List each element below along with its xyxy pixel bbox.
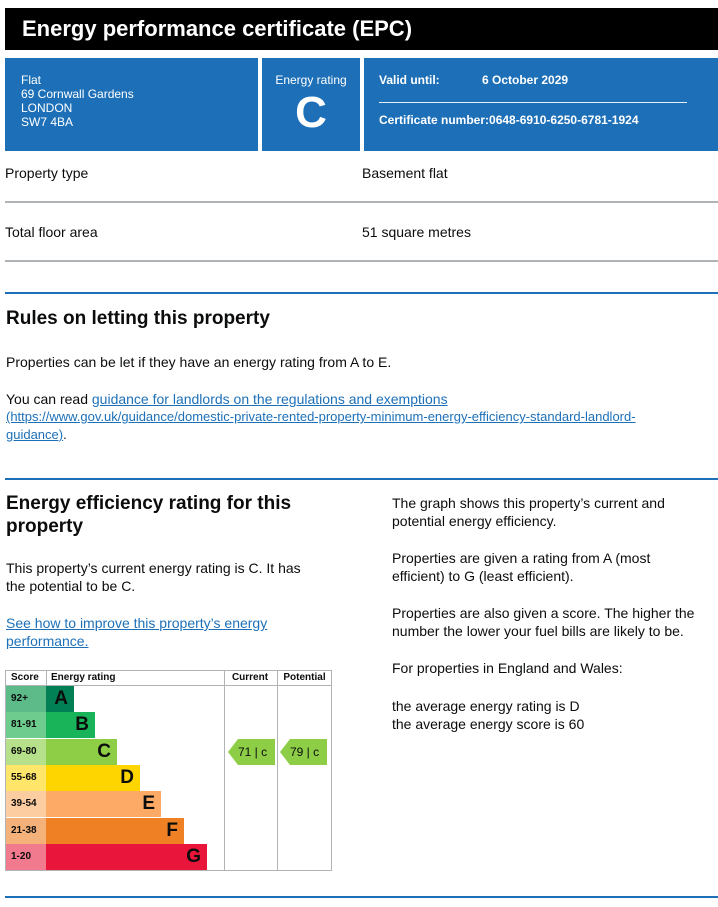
guidance-url-line — [6, 426, 67, 444]
valid-until-label: Valid until: — [379, 73, 440, 87]
efficiency-heading-line: Energy efficiency rating for this — [6, 493, 292, 514]
average-rating: the average energy rating is D — [392, 698, 580, 714]
graph-explainer — [392, 494, 665, 530]
valid-until-value: 6 October 2029 — [482, 73, 569, 87]
explainer-line: Properties are given a rating from A (most — [392, 550, 651, 566]
address-line: LONDON — [21, 101, 73, 115]
improve-link-line[interactable]: performance. — [6, 633, 89, 649]
grid-line — [46, 671, 47, 685]
efficiency-heading — [6, 492, 291, 538]
explainer-line: Properties are also given a score. The higher the — [392, 605, 695, 621]
energy-rating-label: Energy rating — [275, 73, 347, 87]
letting-heading: Rules on letting this property — [6, 308, 270, 329]
band-bar-e: E — [46, 791, 161, 817]
divider — [5, 201, 718, 203]
rating-column-header: Energy rating — [51, 672, 116, 683]
floor-area-row — [5, 224, 718, 240]
guidance-link[interactable]: guidance for landlords on the regulations and exemptions — [91, 391, 448, 407]
band-score-g: 1-20 — [6, 844, 46, 870]
guidance-url-end[interactable]: guidance) — [6, 427, 64, 442]
score-column-header: Score — [11, 672, 39, 683]
divider — [5, 260, 718, 262]
score-explainer — [392, 604, 694, 640]
address-card — [5, 58, 258, 151]
explainer-line: The graph shows this property’s current and — [392, 495, 665, 511]
potential-rating-arrow-label: 79 | c — [290, 744, 320, 759]
certificate-number-value: 0648-6910-6250-6781-1924 — [489, 113, 639, 127]
average-values — [392, 697, 584, 733]
potential-column-header: Potential — [283, 672, 326, 683]
explainer-line: potential energy efficiency. — [392, 513, 557, 529]
improve-performance-link[interactable] — [6, 614, 267, 650]
guidance-url-line[interactable]: (https://www.gov.uk/guidance/domestic-private-rented-property-minimum-energy-efficiency-standard-landlord- — [6, 409, 636, 424]
section-divider — [5, 478, 718, 480]
band-score-d: 55-68 — [6, 765, 46, 791]
rating-explainer — [392, 549, 650, 585]
region-note: For properties in England and Wales: — [392, 660, 623, 676]
current-column-header: Current — [231, 672, 269, 683]
band-score-b: 81-91 — [6, 712, 46, 738]
band-bar-a: A — [46, 686, 74, 712]
efficiency-heading-line: property — [6, 516, 84, 537]
current-rating-arrow — [228, 739, 275, 765]
efficiency-text-line: the potential to be C. — [6, 578, 136, 594]
band-bar-g: G — [46, 844, 207, 870]
grid-line — [277, 671, 278, 870]
current-rating-arrow-label: 71 | c — [238, 744, 268, 759]
band-score-e: 39-54 — [6, 791, 46, 817]
band-bar-b: B — [46, 712, 95, 738]
grid-line — [224, 671, 225, 870]
address-line: Flat — [21, 73, 42, 87]
efficiency-text — [6, 559, 301, 595]
letting-guidance-text — [6, 390, 706, 408]
validity-divider — [379, 102, 687, 103]
floor-area-value: 51 square metres — [362, 224, 471, 240]
letting-text: Properties can be let if they have an energy rating from A to E. — [6, 354, 392, 370]
guidance-url-suffix: . — [63, 427, 67, 442]
address-line: 69 Cornwall Gardens — [21, 87, 134, 101]
property-type-value: Basement flat — [362, 165, 448, 181]
energy-rating-chart — [5, 670, 332, 871]
efficiency-text-line: This property’s current energy rating is C. It has — [6, 560, 301, 576]
average-score: the average energy score is 60 — [392, 716, 585, 732]
certificate-number-label: Certificate number: — [379, 113, 490, 127]
explainer-line: efficient) to G (least efficient). — [392, 568, 574, 584]
band-bar-c: C — [46, 739, 117, 765]
property-type-row — [5, 165, 718, 181]
energy-rating-card — [262, 58, 360, 151]
floor-area-label: Total floor area — [5, 224, 98, 240]
band-score-f: 21-38 — [6, 818, 46, 844]
energy-rating-value: C — [295, 88, 327, 137]
band-bar-d: D — [46, 765, 140, 791]
section-divider — [5, 292, 718, 294]
guidance-prefix: You can read — [6, 391, 92, 407]
validity-card — [364, 58, 718, 151]
improve-link-line[interactable]: See how to improve this property’s energy — [6, 615, 268, 631]
explainer-line: number the lower your fuel bills are likely to be. — [392, 623, 684, 639]
band-bar-f: F — [46, 818, 184, 844]
property-type-label: Property type — [5, 165, 89, 181]
band-score-a: 92+ — [6, 686, 46, 712]
section-divider — [5, 896, 718, 898]
band-score-c: 69-80 — [6, 739, 46, 765]
page-title: Energy performance certificate (EPC) — [5, 8, 718, 50]
address-line: SW7 4BA — [21, 115, 74, 129]
potential-rating-arrow — [280, 739, 327, 765]
